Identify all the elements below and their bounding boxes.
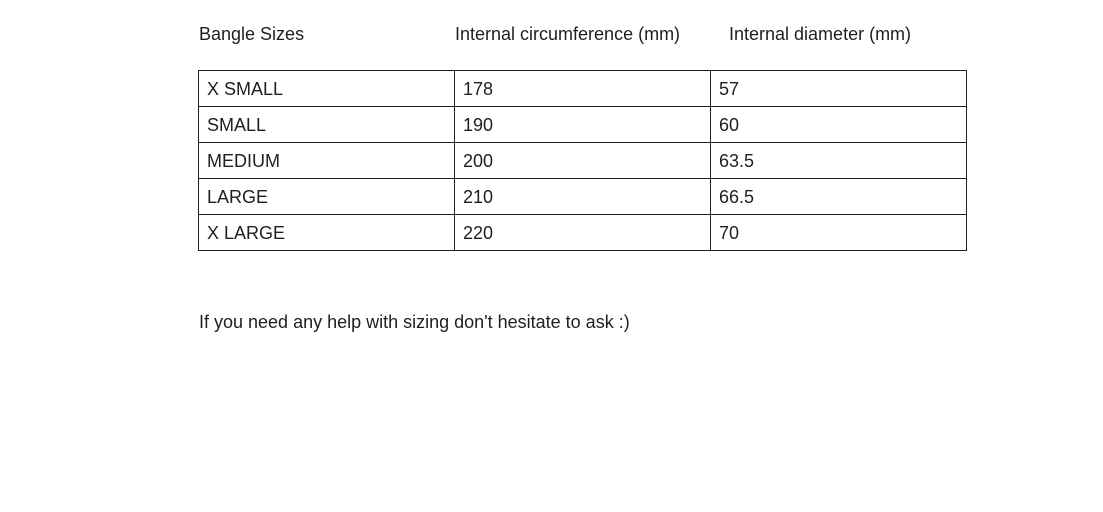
diameter-cell: 63.5 (711, 143, 967, 179)
circumference-cell: 178 (455, 71, 711, 107)
table-row (199, 215, 967, 251)
size-cell: SMALL (199, 107, 455, 143)
circumference-cell: 220 (455, 215, 711, 251)
circumference-cell: 210 (455, 179, 711, 215)
size-cell: X LARGE (199, 215, 455, 251)
header-bangle-sizes: Bangle Sizes (199, 24, 305, 44)
diameter-cell: 70 (711, 215, 967, 251)
circumference-cell: 190 (455, 107, 711, 143)
circumference-cell: 200 (455, 143, 711, 179)
table-row (199, 107, 967, 143)
table-row (199, 143, 967, 179)
diameter-cell: 66.5 (711, 179, 967, 215)
size-cell: MEDIUM (199, 143, 455, 179)
header-internal-circumference: Internal circumference (mm) (455, 24, 681, 44)
sizing-help-note: If you need any help with sizing don't hesitate to ask :) (199, 312, 630, 332)
bangle-size-table (198, 70, 967, 251)
diameter-cell: 57 (711, 71, 967, 107)
size-cell: X SMALL (199, 71, 455, 107)
diameter-cell: 60 (711, 107, 967, 143)
size-cell: LARGE (199, 179, 455, 215)
table-row (199, 71, 967, 107)
table-row (199, 179, 967, 215)
header-internal-diameter: Internal diameter (mm) (729, 24, 912, 44)
